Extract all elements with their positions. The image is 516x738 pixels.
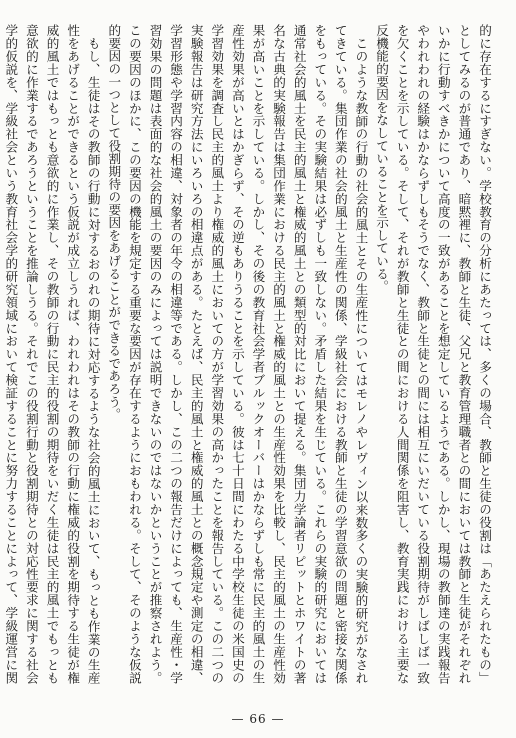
paragraph-3: もし、生徒はその教師の行動に対するおのれの期待に対応するような社会的風土において、もっとも作業の生産性をあげることができるという仮説が成立しうれば、われわれはその教師の行動に権威的役割を期待する生徒が権威的風土ではもっとも意欲的に作業し、その教師の行動に民主的役割の期待をいだく生徒は民主的風土でもっとも意欲的に作業するであろうということを推論しうる。それでこの役割行動と役割期待との対応性要求に関する社会学的仮説を、学級社会という教育社会学的研究領域において検証することに努力することによって、学級運営に関 [3,24,101,684]
paragraph-2: このような教師の行動の社会的風土とその生産性についてはモレノやレヴィン以来数多くの実験的研究がなされてきている。集団作業の社会的風土と生産性の関係、学級社会における教師と生徒の学習意欲の問題と密接な関係をもっている。その実験結果は必ずしも一致しない。矛盾した結果を生じている。これらの実験的研究においては通常社会的風土を民主的風土と権威的風土との類型的対比において提える。集団力学論者リピットとホワイトの著名な古典的実験報告は集団作業における民主的風土と権威的風土との生産性効果を比較し、民主的風土の生産性効果が高いことを示している。しかし、その後の教育社会学者ブルックオーバーはかならずしも常に民主的風土の生産性効果が高いとはかぎらず、その逆もありうることを示している。彼は七十日間にわたる中学校生徒の米国史の学習効果を調査し民主的風土より権威的風土においての方が学習効果の高かったことを報告している。この二つの実験報告は研究方法にいろいろの相違点がある。たとえば、民主的風土と権威的風土との概念規定や測定の相違、学習形態や学習内容の相違、対象者の年令の相違等である。しかし、この二つの報告だけによっても、生産性・学習効果の問題は表面的な社会的風土の要因のみによっては説明できないのではないかということが推察されよう。この要因のほかに、この要因の機能を規定する重要な要因が存在するようにおもわれる。そして、そのような仮説的要因の一つとして役割期待の要因をあげることができるであろう。 [106,24,369,684]
page-number: — 66 — [231,712,285,726]
body-text [3,24,494,684]
paragraph-1: 的に存在するにすぎない。学校教育の分析にあたっては、多くの場合、教師と生徒の役割は「あたえられたもの」としてみるのが普通であり、暗黙裡に、教師と生徒、父兄と教育管理職者との間においては教師と生徒がそれぞれいかに行動すべきかについて高度の一致があることを想定しているようである。しかし、現場の教師達の実践報告やわれわれの経験はかならずしもそうでなく、教師と生徒との間には相互にいだいている役割期待がしばしば一致を欠くことを示している。そして、それが教師と生徒との間における人間関係を阻害し、教育実践における主要な反機能的要因をなしていることを示している。 [374,24,492,684]
